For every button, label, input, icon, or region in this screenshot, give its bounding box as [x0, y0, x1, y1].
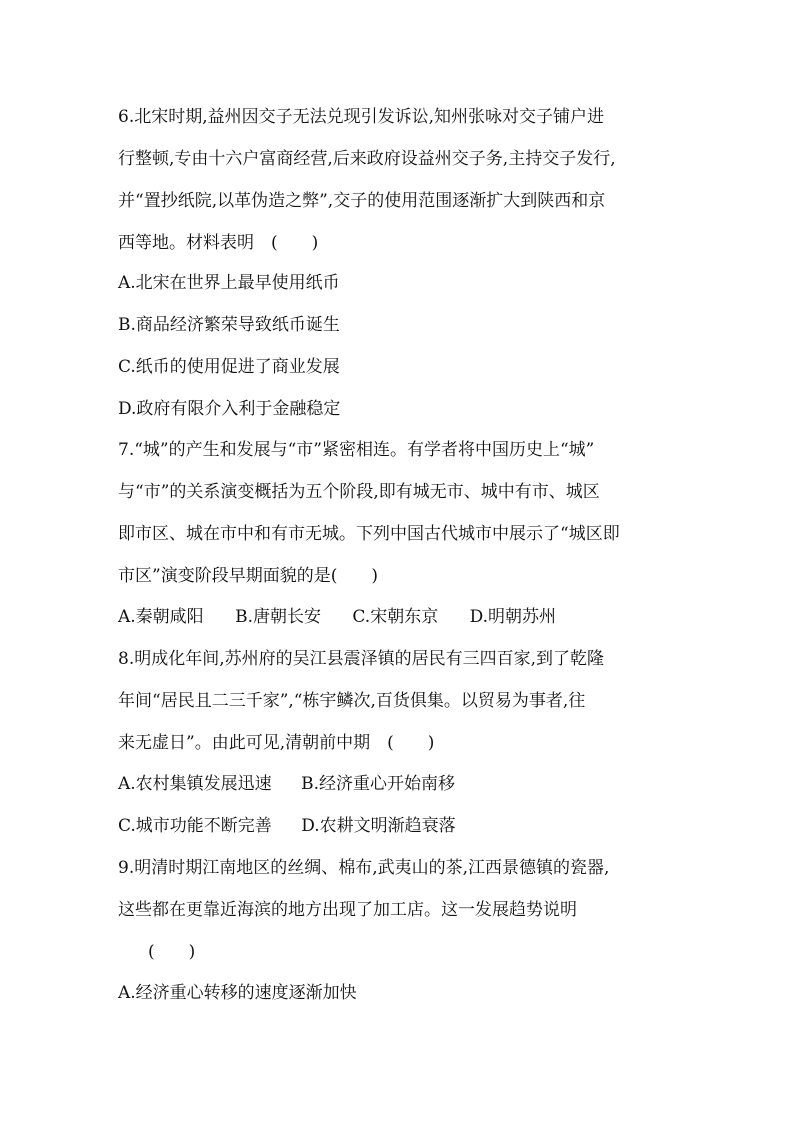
q8-option-a: A.农村集镇发展迅速 — [118, 774, 272, 794]
q8-stem-line-2: 年间“居民且二三千家”,“栋宇鳞次,百货俱集。以贸易为事者,往 — [118, 691, 586, 711]
q6-stem-line-2: 行整顿,专由十六户富商经营,后来政府设益州交子务,主持交子发行, — [118, 149, 616, 169]
q8-option-b: B.经济重心开始南移 — [301, 774, 455, 794]
q6-stem-line-1: 6.北宋时期,益州因交子无法兑现引发诉讼,知州张咏对交子铺户进 — [118, 107, 605, 127]
q6-option-c: C.纸币的使用促进了商业发展 — [118, 357, 340, 377]
q6-option-b: B.商品经济繁荣导致纸币诞生 — [118, 315, 340, 335]
q6-stem-line-3: 并“置抄纸院,以革伪造之弊”,交子的使用范围逐渐扩大到陕西和京 — [118, 191, 606, 211]
q9-stem-line-3: ( ) — [148, 942, 196, 962]
q7-option-d: D.明朝苏州 — [469, 607, 557, 627]
q9-stem-line-2: 这些都在更靠近海滨的地方出现了加工店。这一发展趋势说明 — [118, 900, 577, 920]
q6-option-d: D.政府有限介入利于金融稳定 — [118, 399, 341, 419]
q7-option-b: B.唐朝长安 — [235, 607, 321, 627]
q8-options-row-2 — [118, 815, 456, 837]
q7-options-row — [118, 606, 556, 628]
q7-stem-line-1: 7.“城”的产生和发展与“市”紧密相连。有学者将中国历史上“城” — [118, 440, 595, 460]
q7-option-c: C.宋朝东京 — [352, 607, 439, 627]
q8-option-c: C.城市功能不断完善 — [118, 816, 272, 836]
q9-stem-line-1: 9.明清时期江南地区的丝绸、棉布,武夷山的茶,江西景德镇的瓷器, — [118, 858, 610, 878]
q9-option-a: A.经济重心转移的速度逐渐加快 — [118, 983, 357, 1003]
q7-stem-line-4: 市区”演变阶段早期面貌的是( ) — [118, 566, 378, 586]
q6-option-a: A.北宋在世界上最早使用纸币 — [118, 273, 340, 293]
q6-stem-line-4: 西等地。材料表明 ( ) — [118, 233, 319, 253]
q8-option-d: D.农耕文明渐趋衰落 — [301, 816, 456, 836]
q8-stem-line-1: 8.明成化年间,苏州府的吴江县震泽镇的居民有三四百家,到了乾隆 — [118, 649, 605, 669]
q7-option-a: A.秦朝咸阳 — [118, 607, 204, 627]
q8-options-row-1 — [118, 773, 455, 795]
q7-stem-line-3: 即市区、城在市中和有市无城。下列中国古代城市中展示了“城区即 — [118, 524, 620, 544]
q7-stem-line-2: 与“市”的关系演变概括为五个阶段,即有城无市、城中有市、城区 — [118, 482, 600, 502]
q8-stem-line-3: 来无虚日”。由此可见,清朝前中期 ( ) — [118, 733, 435, 753]
